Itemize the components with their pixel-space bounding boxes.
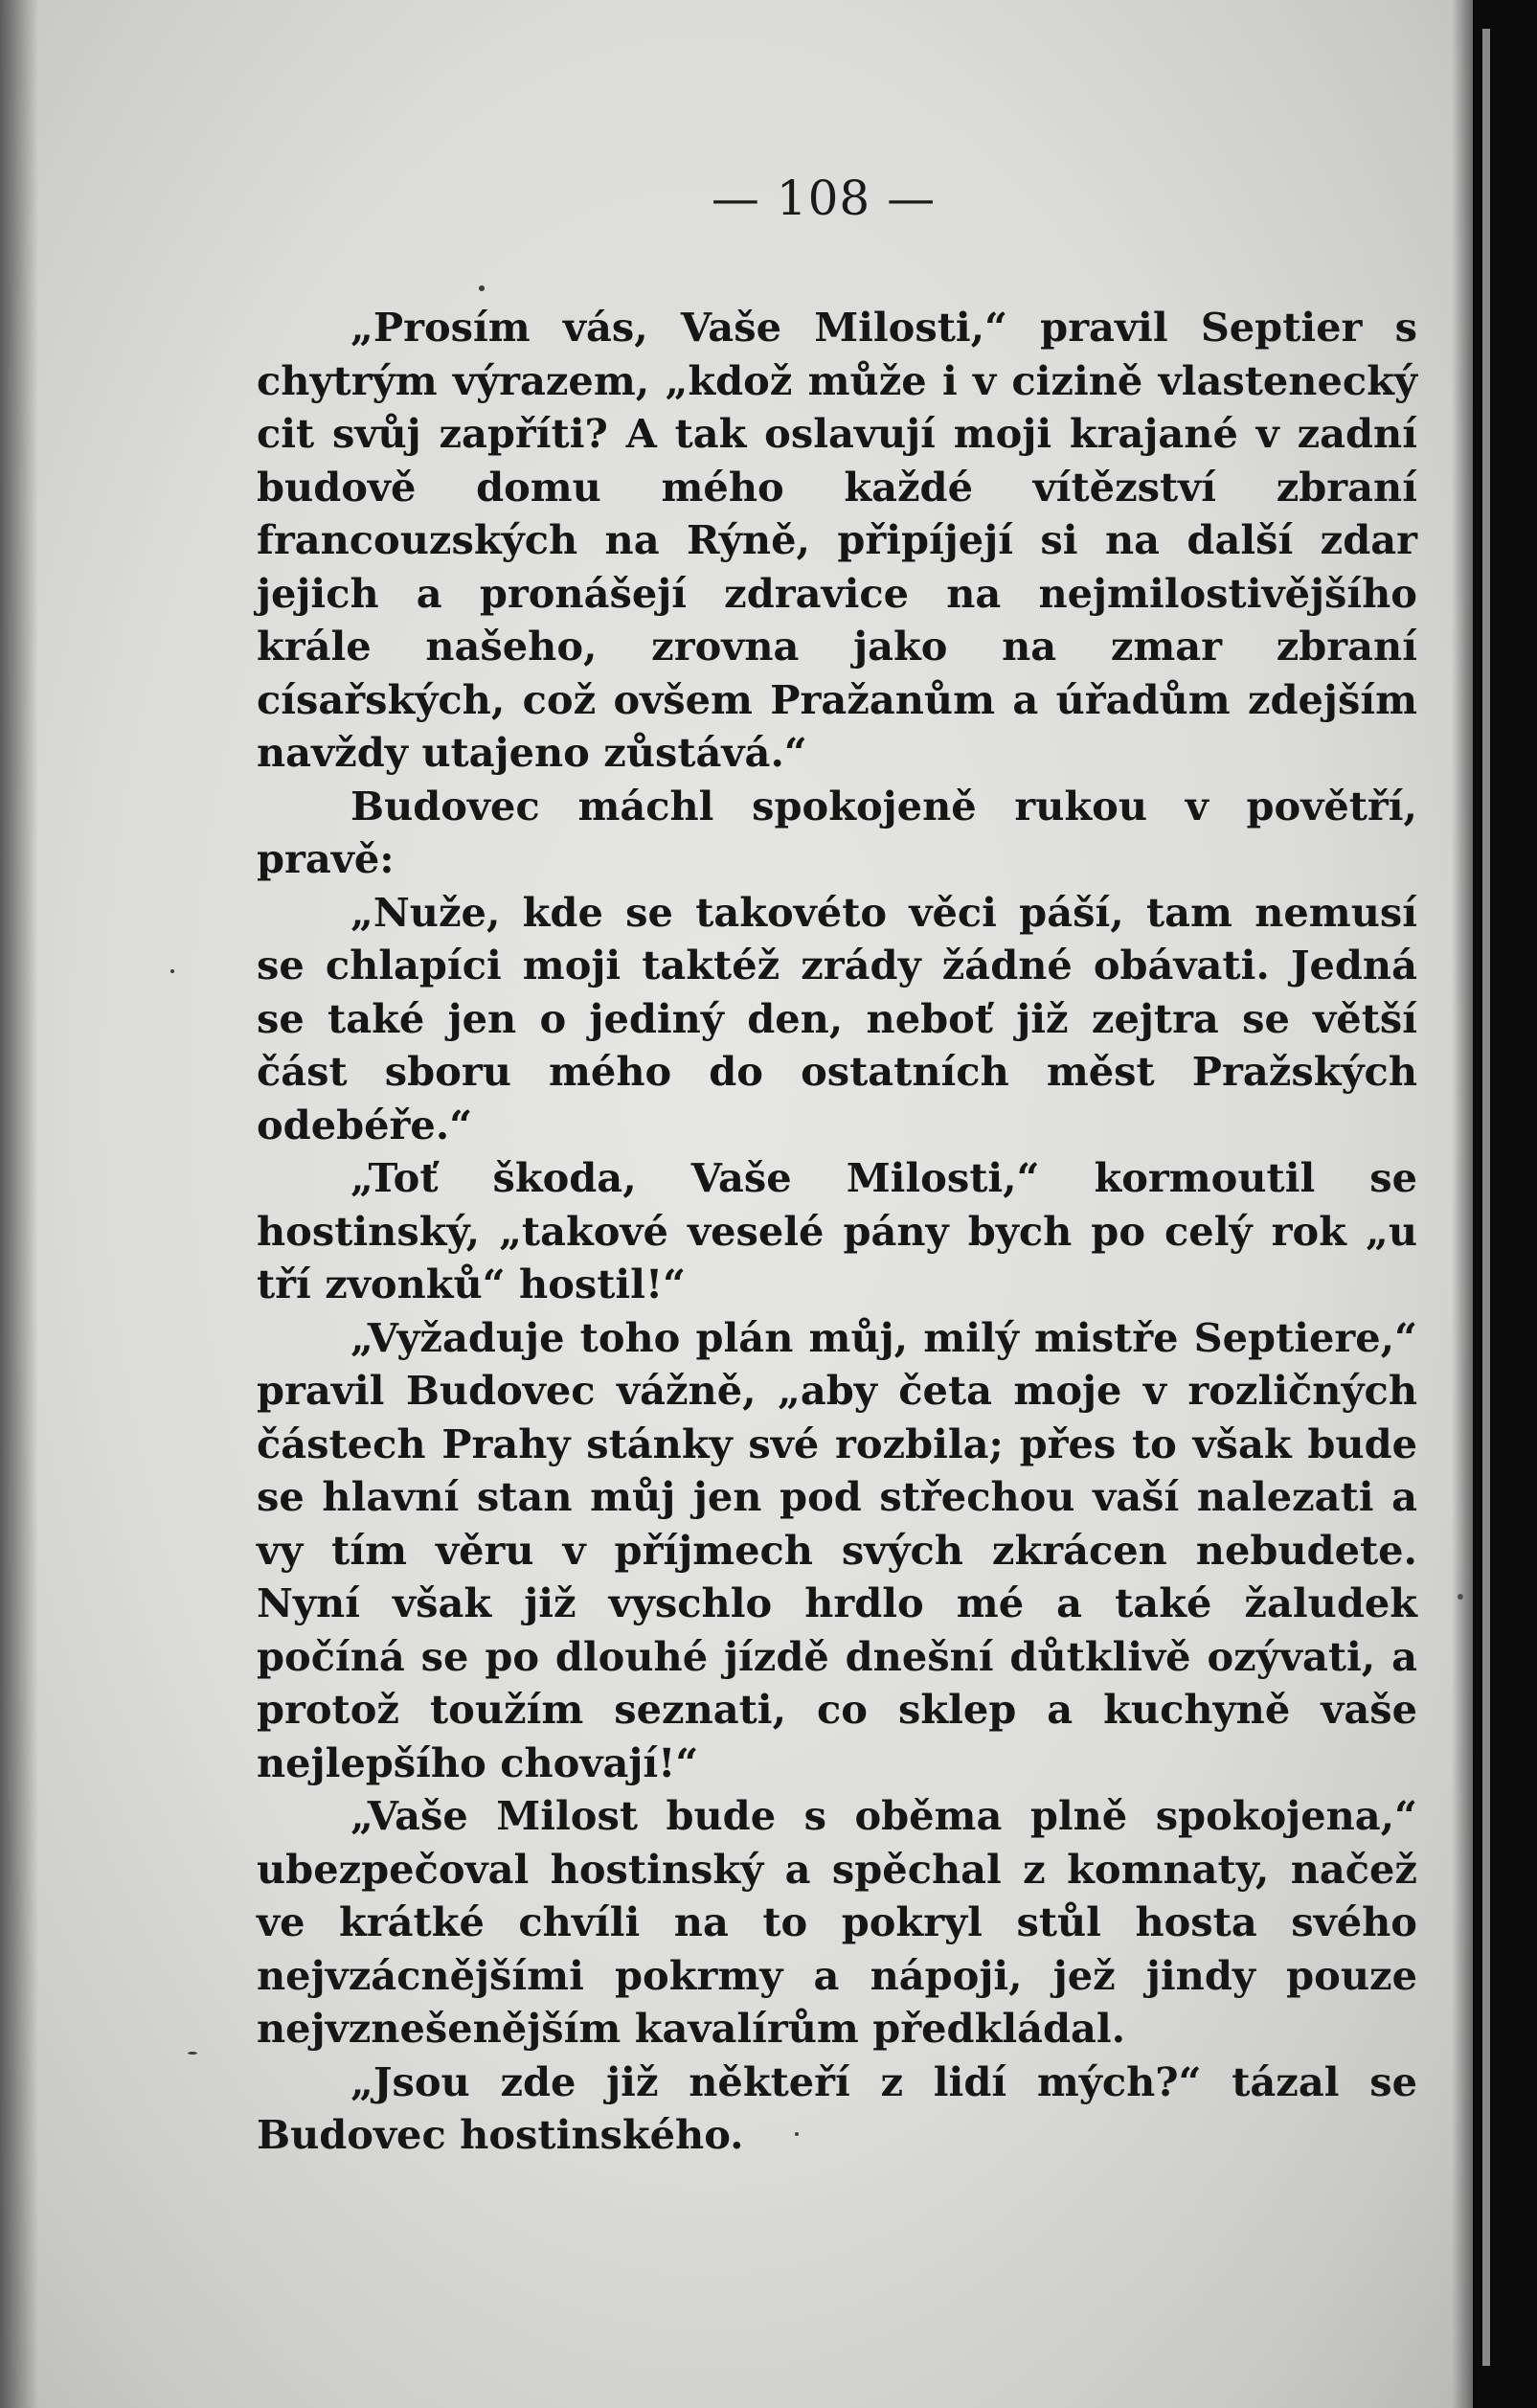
paper-speck bbox=[795, 2132, 799, 2136]
paragraph-7: „Jsou zde již někteří z lidí mých?“ tázal se Budovec hostinského. bbox=[257, 2057, 1417, 2158]
paper-speck bbox=[479, 285, 485, 291]
paragraph-5: „Vyžaduje toho plán můj, milý mistře Septiere,“ pravil Budovec vážně, „aby četa moje v rozličných částech Prahy stánky své rozbila; přes to však bude se hlavní stan můj jen pod střechou vaší nalezati a vy tím věru v příjmech svých zkrácen nebudete. Nyní však již vyschlo hrdlo mé a také žaludek počíná se po dlouhé jízdě dnešní důtklivě ozývati, a protož toužím seznati, co sklep a kuchyně vaše nejlepšího chovají!“ bbox=[257, 1313, 1417, 1786]
paragraph-1: „Prosím vás, Vaše Milosti,“ pravil Septier s chytrým výrazem, „kdož může i v cizině vlastenecký cit svůj zapříti? A tak oslavují moji krajané v zadní budově domu mého každé vítězství zbraní francouzských na Rýně, připíjejí si na další zdar jejich a pronášejí zdravice na nejmilostivějšího krále našeho, zrovna jako na zmar zbraní císařských, což ovšem Pražanům a úřadům zdejším navždy utajeno zůstává.“ bbox=[257, 304, 1417, 776]
paragraph-4: „Toť škoda, Vaše Milosti,“ kormoutil se hostinský, „takové veselé pány bych po celý rok „u tří zvonků“ hostil!“ bbox=[257, 1154, 1417, 1307]
next-page-edge bbox=[1482, 29, 1490, 2366]
paper-speck bbox=[1458, 1594, 1463, 1600]
body-text bbox=[257, 301, 1417, 2162]
paper-speck bbox=[188, 2052, 197, 2055]
paragraph-6: „Vaše Milost bude s oběma plně spokojena,“ ubezpečoval hostinský a spěchal z komnaty, načež ve krátké chvíli na to pokryl stůl hosta svého nejvzácnějšími pokrmy a nápoji, jež jindy pouze nejvznešenějším kavalírům předkládal. bbox=[257, 1792, 1417, 2052]
paragraph-3: „Nuže, kde se takovéto věci páší, tam nemusí se chlapíci moji taktéž zrády žádné obávati. Jedná se také jen o jediný den, neboť již zejtra se větší část sboru mého do ostatních měst Pražských odebéře.“ bbox=[257, 888, 1417, 1148]
paper-speck bbox=[170, 969, 174, 973]
paragraph-2: Budovec máchl spokojeně rukou v povětří, pravě: bbox=[257, 782, 1417, 882]
page-number: — 108 — bbox=[711, 170, 937, 226]
scan-border bbox=[1473, 0, 1537, 2408]
